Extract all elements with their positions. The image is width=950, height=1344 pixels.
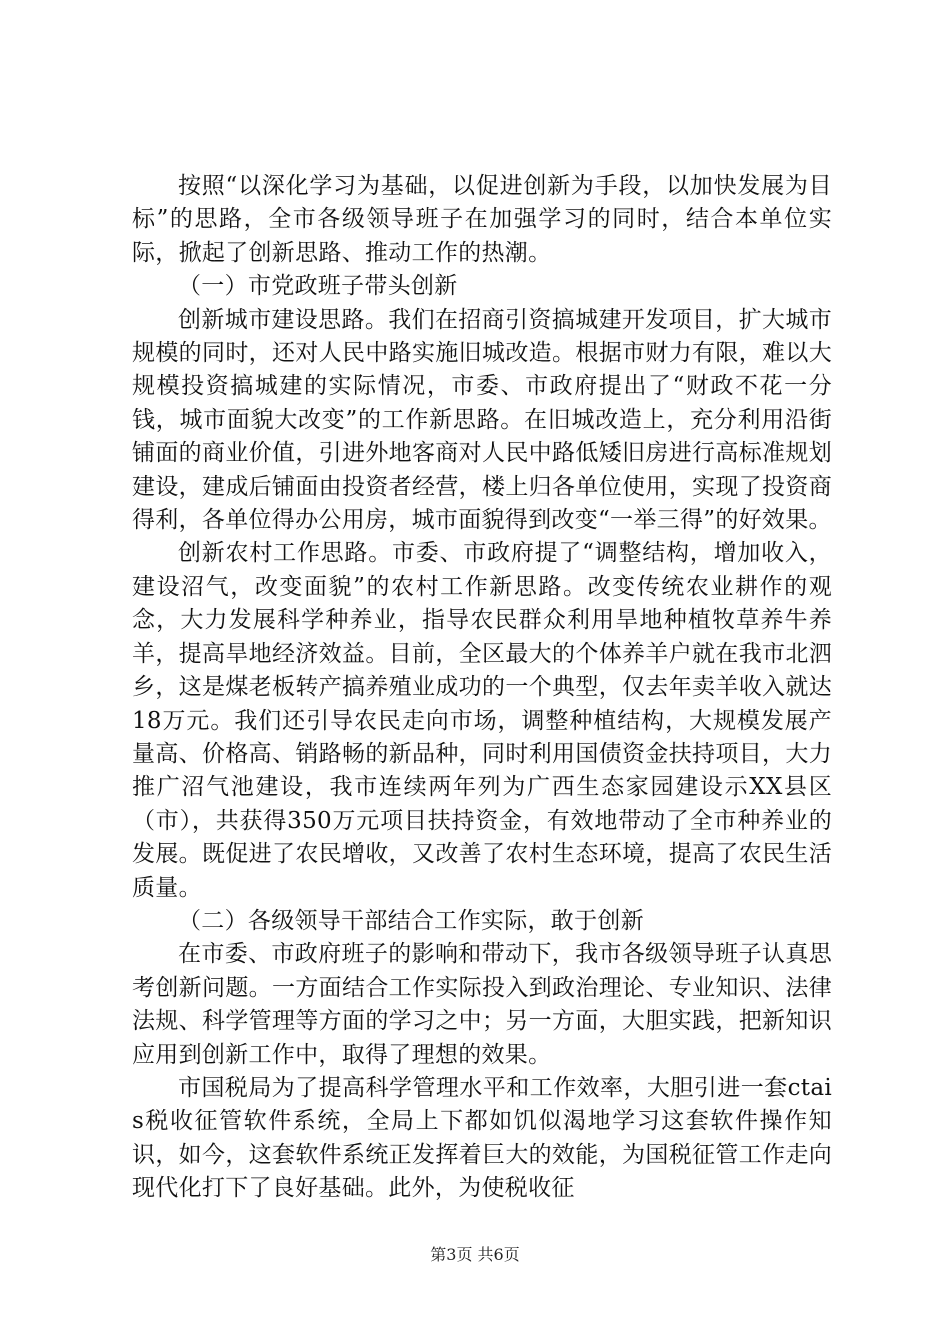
intro-paragraph: 按照“以深化学习为基础，以促进创新为手段，以加快发展为目标”的思路，全市各级领导班子在加强学习的同时，结合本单位实际，掀起了创新思路、推动工作的热潮。 [132, 173, 832, 266]
document-body [132, 170, 832, 1206]
urban-construction-paragraph: 创新城市建设思路。我们在招商引资搞城建开发项目，扩大城市规模的同时，还对人民中路实施旧城改造。根据市财力有限，难以大规模投资搞城建的实际情况，市委、市政府提出了“财政不花一分钱，城市面貌大改变”的工作新思路。在旧城改造上，充分利用沿街铺面的商业价值，引进外地客商对人民中路低矮旧房进行高标准规划建设，建成后铺面由投资者经营，楼上归各单位使用，实现了投资商得利，各单位得办公用房，城市面貌得到改变“一举三得”的好效果。 [132, 306, 832, 534]
section-heading-1: （一）市党政班子带头创新 [178, 273, 458, 300]
section-heading-2: （二）各级领导干部结合工作实际，敢于创新 [178, 907, 644, 934]
tax-bureau-paragraph: 市国税局为了提高科学管理水平和工作效率，大胆引进一套ctais税收征管软件系统，全局上下都如饥似渴地学习这套软件操作知识，如今，这套软件系统正发挥着巨大的效能，为国税征管工作走向现代化打下了良好基础。此外，为使税收征 [132, 1074, 832, 1202]
leadership-paragraph: 在市委、市政府班子的影响和带动下，我市各级领导班子认真思考创新问题。一方面结合工作实际投入到政治理论、专业知识、法律法规、科学管理等方面的学习之中；另一方面，大胆实践，把新知识应用到创新工作中，取得了理想的效果。 [132, 941, 832, 1068]
rural-work-paragraph: 创新农村工作思路。市委、市政府提了“调整结构，增加收入，建设沼气，改变面貌”的农村工作新思路。改变传统农业耕作的观念，大力发展科学种养业，指导农民群众利用旱地种植牧草养牛养羊，提高旱地经济效益。目前，全区最大的个体养羊户就在我市北泗乡，这是煤老板转产搞养殖业成功的一个典型，仅去年卖羊收入就达18万元。我们还引导农民走向市场，调整种植结构，大规模发展产量高、价格高、销路畅的新品种，同时利用国债资金扶持项目，大力推广沼气池建设，我市连续两年列为广西生态家园建设示XX县区（市），共获得350万元项目扶持资金，有效地带动了全市种养业的发展。既促进了农民增收，又改善了农村生态环境，提高了农民生活质量。 [132, 540, 832, 901]
page-number-footer: 第3页 共6页 [430, 1245, 520, 1264]
